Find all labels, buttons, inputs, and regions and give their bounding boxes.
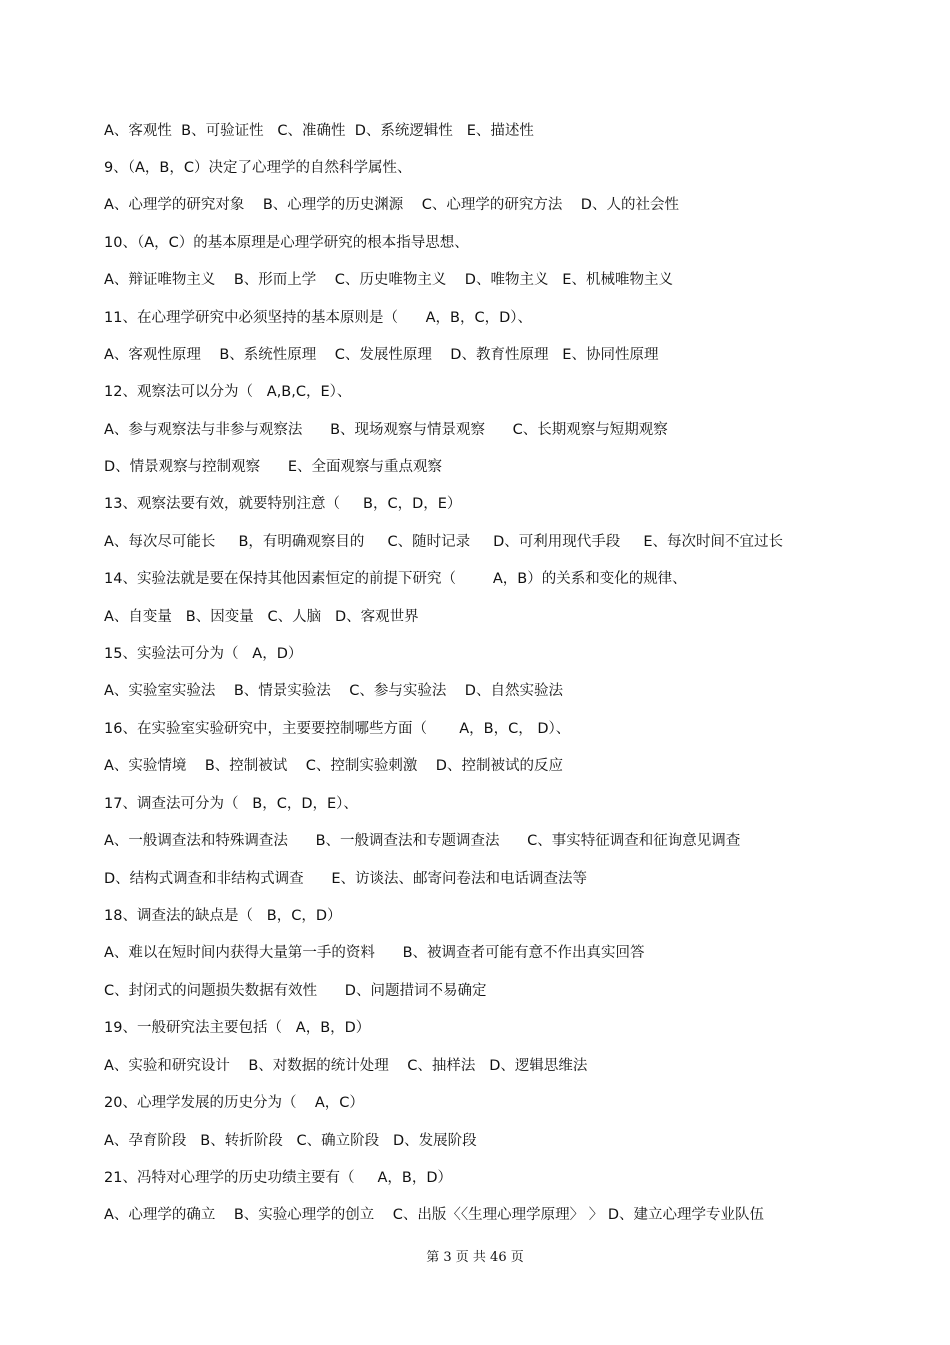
text-line: A、实验和研究设计 B、对数据的统计处理 C、抽样法 D、逻辑思维法 [104,1058,588,1074]
text-line: C、封闭式的问题损失数据有效性 D、问题措词不易确定 [104,983,487,999]
text-line: A、一般调查法和特殊调查法 B、一般调查法和专题调查法 C、事实特征调查和征询意见调查 [104,833,741,849]
text-line: A、每次尽可能长 B，有明确观察目的 C、随时记录 D、可利用现代手段 E、每次时间不宜过长 [104,534,783,550]
text-line: 15、实验法可分为（ A，D） [104,646,303,662]
text-line: 17、调查法可分为（ B，C，D，E）、 [104,796,358,812]
text-line: 21、冯特对心理学的历史功绩主要有（ A，B，D） [104,1170,453,1186]
text-line: 10、（A，C）的基本原理是心理学研究的根本指导思想、 [104,235,469,251]
text-line: 16、在实验室实验研究中，主要要控制哪些方面（ A，B，C， D）、 [104,721,571,737]
text-line: D、结构式调查和非结构式调查 E、访谈法、邮寄问卷法和电话调查法等 [104,871,587,887]
text-line: A、心理学的确立 B、实验心理学的创立 C、出版〈〈生理心理学原理〉 〉 D、建立心理学专业队伍 [104,1207,764,1223]
text-line: 12、观察法可以分为（ A,B,C，E）、 [104,384,352,400]
text-line: 11、在心理学研究中必须坚持的基本原则是（ A，B，C，D）、 [104,310,533,326]
text-line: 14、实验法就是要在保持其他因素恒定的前提下研究（ A，B）的关系和变化的规律、 [104,571,687,587]
text-line: D、情景观察与控制观察 E、全面观察与重点观察 [104,459,442,475]
text-line: A、辩证唯物主义 B、形而上学 C、历史唯物主义 D、唯物主义 E、机械唯物主义 [104,272,673,288]
text-line: A、参与观察法与非参与观察法 B、现场观察与情景观察 C、长期观察与短期观察 [104,422,668,438]
text-line: A、孕育阶段 B、转折阶段 C、确立阶段 D、发展阶段 [104,1133,477,1149]
text-line: A、心理学的研究对象 B、心理学的历史渊源 C、心理学的研究方法 D、人的社会性 [104,197,679,213]
text-line: A、实验情境 B、控制被试 C、控制实验刺激 D、控制被试的反应 [104,758,563,774]
text-line: A、客观性原理 B、系统性原理 C、发展性原理 D、教育性原理 E、协同性原理 [104,347,659,363]
text-line: A、客观性 B、可验证性 C、准确性 D、系统逻辑性 E、描述性 [104,123,534,139]
text-line: A、自变量 B、因变量 C、人脑 D、客观世界 [104,609,419,625]
text-line: 19、一般研究法主要包括（ A，B，D） [104,1020,371,1036]
text-line: A、实验室实验法 B、情景实验法 C、参与实验法 D、自然实验法 [104,683,563,699]
page-number-footer: 第 3 页 共 46 页 [426,1250,524,1265]
text-line: 18、调查法的缺点是（ B，C，D） [104,908,342,924]
text-line: A、难以在短时间内获得大量第一手的资料 B、被调查者可能有意不作出真实回答 [104,945,645,961]
text-line: 13、观察法要有效，就要特别注意（ B，C，D，E） [104,496,462,512]
text-line: 20、心理学发展的历史分为（ A，C） [104,1095,364,1111]
text-line: 9、（A，B，C）决定了心理学的自然科学属性、 [104,160,412,176]
